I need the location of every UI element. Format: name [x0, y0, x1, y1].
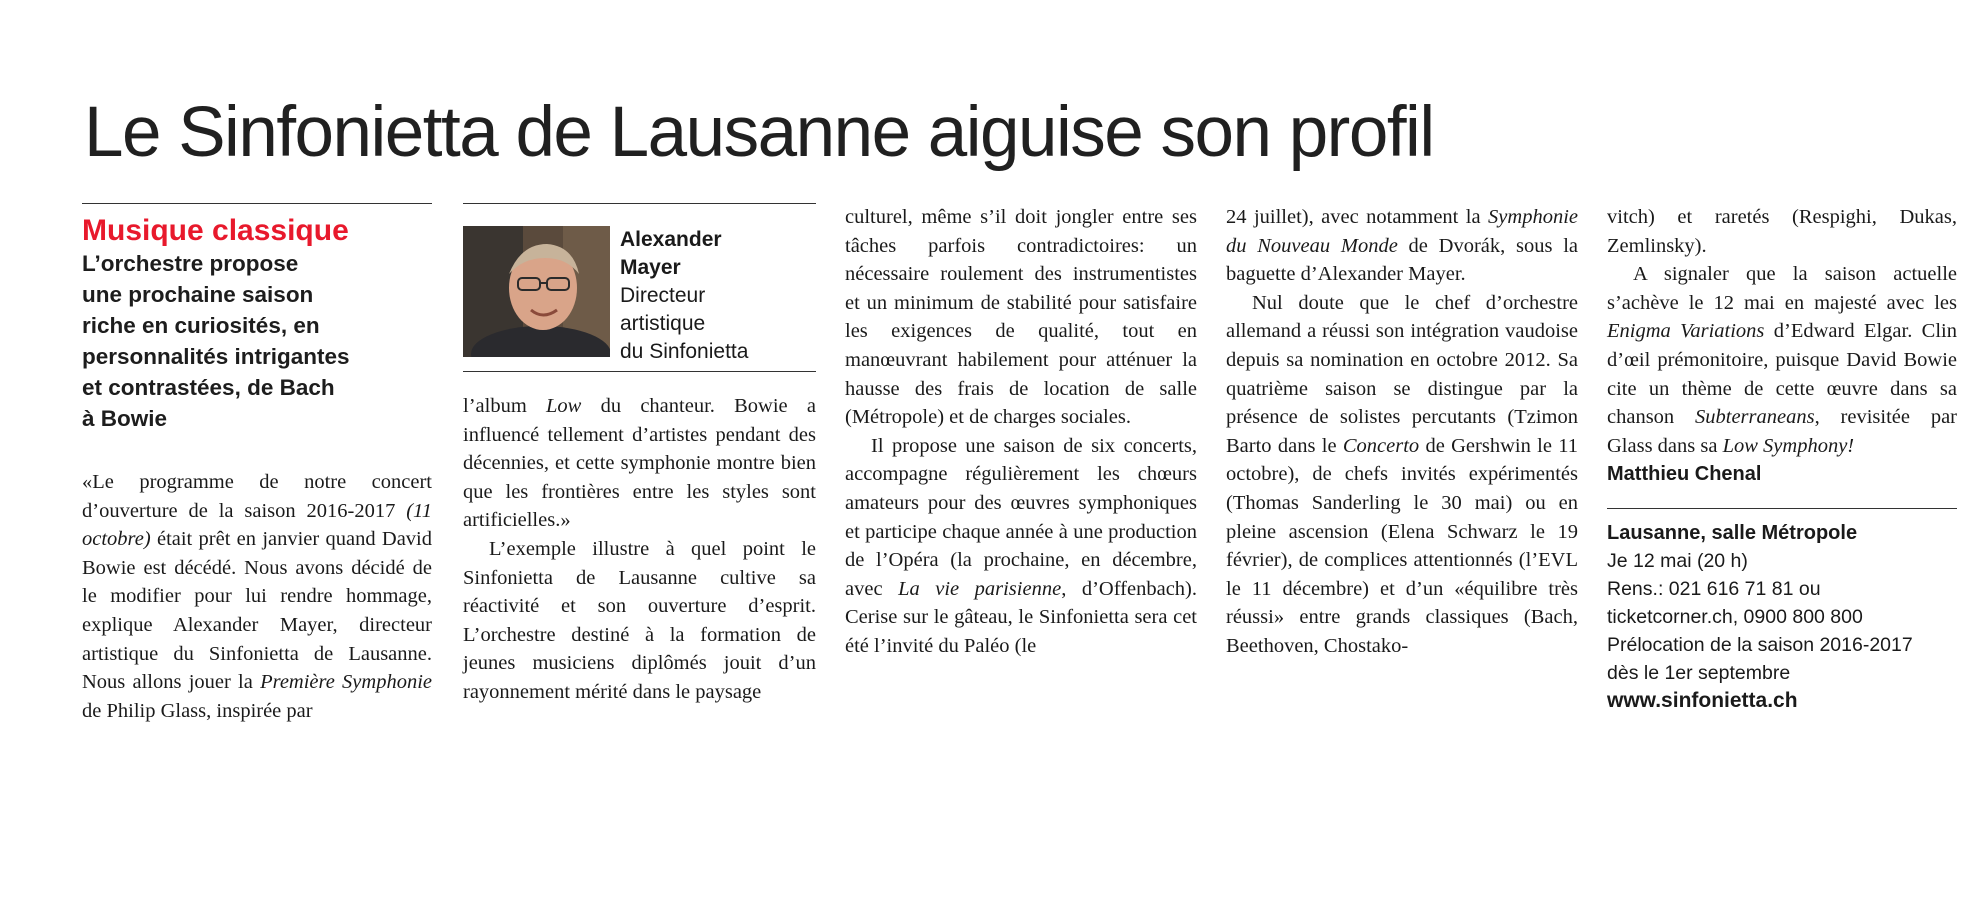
- lede-line: riche en curiosités, en: [82, 313, 320, 338]
- prelocation: dès le 1er septembre: [1607, 662, 1791, 685]
- paragraph: A signaler que la saison actuelle s’achève le 12 mai en majesté avec les Enigma Variations d’Edward Elgar. Clin d’œil prémonitoire, puisque David Bowie cite un thème de cette œuvre dans sa chanson Subterraneans, revisitée par Glass dans sa Low Symphony!: [1607, 263, 1957, 457]
- portrait-role: Directeur: [620, 284, 706, 307]
- column-1: [82, 203, 432, 725]
- body-text: [1607, 203, 1957, 460]
- paragraph: «Le programme de notre concert d’ouverture de la saison 2016-2017 (11 octobre) était prêt en janvier quand David Bowie est décédé. Nous avons décidé de le modifier pour lui rendre hommage, explique Alexander Mayer, directeur artistique du Sinfonietta de Lausanne. Nous allons jouer la Première Symphonie de Philip Glass, inspirée par: [82, 471, 433, 722]
- prelocation: Prélocation de la saison 2016-2017: [1607, 634, 1913, 657]
- ticket-info: ticketcorner.ch, 0900 800 800: [1607, 606, 1863, 629]
- paragraph: 24 juillet), avec notamment la Symphonie du Nouveau Monde de Dvorák, sous la baguette d’Alexander Mayer.: [1226, 206, 1578, 286]
- info-box: [1607, 508, 1957, 715]
- portrait-role: du Sinfonietta: [620, 340, 749, 363]
- ticket-info: Rens.: 021 616 71 81 ou: [1607, 578, 1821, 601]
- lede-line: une prochaine saison: [82, 282, 314, 307]
- column-5: [1607, 203, 1957, 715]
- concert-date: Je 12 mai (20 h): [1607, 550, 1748, 573]
- lede-line: et contrastées, de Bach: [82, 375, 335, 400]
- lede: [82, 248, 432, 434]
- column-3: [845, 203, 1197, 661]
- paragraph: culturel, même s’il doit jongler entre ses tâches parfois contradictoires: un nécessaire roulement des instrumentistes et un minimum de stabilité pour satisfaire les exigences de qualité, tout en manœuvrant habilement pour atténuer la hausse des frais de location de salle (Métropole) et de charges sociales.: [845, 206, 1197, 429]
- kicker: Musique classique: [82, 214, 349, 247]
- venue: Lausanne, salle Métropole: [1607, 522, 1858, 545]
- paragraph: Nul doute que le chef d’orchestre allemand a réussi son intégration vaudoise depuis sa nomination en octobre 2012. Sa quatrième saison se distingue par la présence de solistes percutants (Tzimon Barto dans le Concerto de Gershwin le 11 octobre), de chefs invités expérimentés (Thomas Sanderling le 30 mai) ou en pleine ascension (Elena Schwarz le 19 février), de complices attentionnés (l’EVL le 11 décembre) et d’un «équilibre très réussi» entre grands classiques (Bach, Beethoven, Chostako-: [1226, 291, 1578, 657]
- author-signature: Matthieu Chenal: [1607, 463, 1762, 486]
- portrait-name: Alexander: [620, 228, 722, 251]
- portrait-box: [463, 204, 816, 372]
- portrait-photo: [463, 226, 610, 357]
- headline: Le Sinfonietta de Lausanne aiguise son profil: [84, 93, 1434, 172]
- body-text: [1226, 203, 1578, 661]
- portrait-caption: [620, 226, 749, 363]
- website-link[interactable]: www.sinfonietta.ch: [1607, 689, 1798, 713]
- body-text: [845, 203, 1197, 661]
- paragraph: L’exemple illustre à quel point le Sinfonietta de Lausanne cultive sa réactivité et son ouverture d’esprit. L’orchestre destiné à la formation de jeunes musiciens diplômés jouit d’un rayonnement mérité dans le paysage: [463, 537, 816, 703]
- column-4: [1226, 203, 1578, 661]
- paragraph: vitch) et raretés (Respighi, Dukas, Zemlinsky).: [1607, 206, 1957, 257]
- portrait-name: Mayer: [620, 256, 681, 279]
- lede-line: personnalités intrigantes: [82, 344, 350, 369]
- column-2: [463, 203, 816, 707]
- lede-line: L’orchestre propose: [82, 251, 299, 276]
- portrait-role: artistique: [620, 312, 706, 335]
- body-text: [463, 392, 816, 707]
- info-box-text: [1607, 519, 1957, 715]
- paragraph: l’album Low du chanteur. Bowie a influencé tellement d’artistes pendant des décennies, et cette symphonie montre bien que les frontières entre les styles sont artificielles.»: [463, 395, 817, 532]
- paragraph: Il propose une saison de six concerts, accompagne régulièrement les chœurs amateurs pour des œuvres symphoniques et participe chaque année à une production de l’Opéra (la prochaine, en décembre, avec La vie parisienne, d’Offenbach). Cerise sur le gâteau, le Sinfonietta sera cet été l’invité du Paléo (le: [845, 434, 1197, 657]
- body-text: [82, 468, 432, 725]
- lede-line: à Bowie: [82, 406, 168, 431]
